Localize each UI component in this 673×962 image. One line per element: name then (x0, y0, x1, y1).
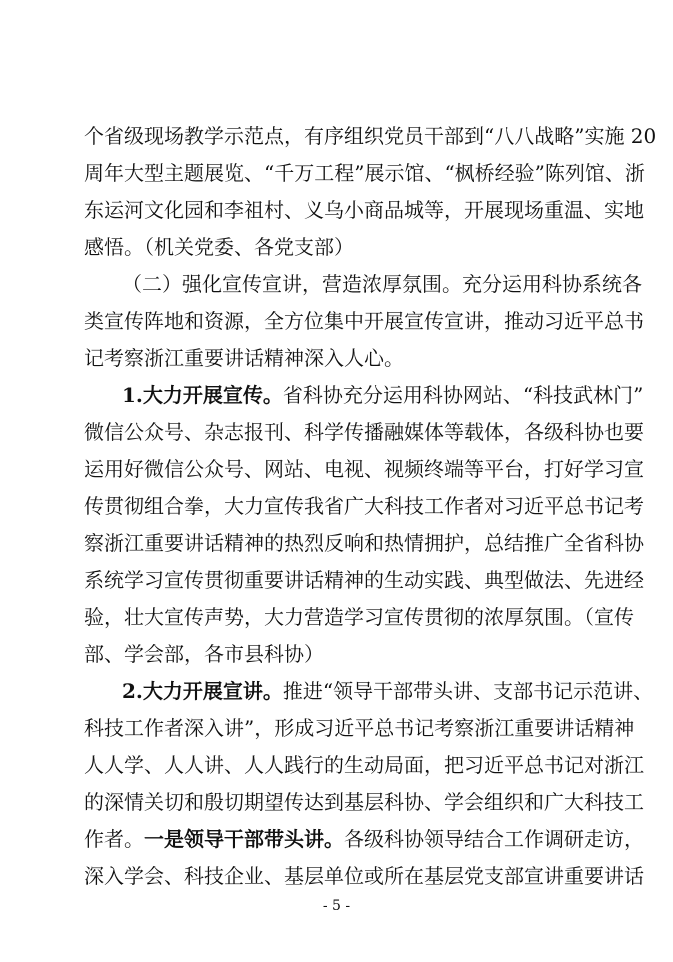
text-line (84, 858, 644, 895)
body-text: 的深情关切和殷切期望传达到基层科协、学会组织和广大科技工 (84, 790, 644, 814)
bold-heading-text: 一是领导干部带头讲。 (144, 827, 344, 851)
body-text: 科技工作者深入讲”，形成习近平总书记考察浙江重要讲话精神 (84, 716, 635, 740)
text-line (84, 155, 645, 192)
body-text: 系统学习宣传贯彻重要讲话精神的生动实践、典型做法、先进经 (84, 568, 644, 592)
body-text: 个省级现场教学示范点，有序组织党员干部到“八八战略”实施 20 (84, 124, 657, 148)
text-line (84, 747, 644, 784)
text-line (84, 784, 644, 821)
text-line (84, 710, 635, 747)
text-line (84, 229, 590, 266)
body-text: 周年大型主题展览、“千万工程”展示馆、“枫桥经验”陈列馆、浙 (84, 161, 645, 185)
text-line (84, 414, 644, 451)
body-text: 作者。 (84, 827, 144, 851)
text-line (84, 599, 634, 636)
text-line (84, 636, 590, 673)
body-text: 运用好微信公众号、网站、电视、视频终端等平台，打好学习宣 (84, 457, 644, 481)
body-text: 各级科协领导结合工作调研走访， (344, 827, 644, 851)
text-line (84, 118, 657, 155)
body-text: （二）强化宣传宣讲，营造浓厚氛围。充分运用科协系统各 (122, 272, 642, 296)
text-line (84, 340, 590, 377)
body-text: 深入学会、科技企业、基层单位或所在基层党支部宣讲重要讲话 (84, 864, 644, 888)
body-text: 推进“领导干部带头讲、支部书记示范讲、 (282, 679, 654, 703)
text-line (84, 377, 644, 414)
body-text: 东运河文化园和李祖村、义乌小商品城等，开展现场重温、实地 (84, 198, 644, 222)
body-text: 传贯彻组合拳，大力宣传我省广大科技工作者对习近平总书记考 (84, 494, 644, 518)
text-line (84, 266, 642, 303)
body-text: 记考察浙江重要讲话精神深入人心。 (84, 346, 404, 370)
body-text: 部、学会部，各市县科协） (84, 642, 324, 666)
body-text: 感悟。（机关党委、各党支部） (84, 235, 354, 259)
document-body (84, 118, 657, 895)
text-line (84, 192, 644, 229)
bold-heading-text: 1.大力开展宣传。 (122, 383, 283, 407)
body-text: 省科协充分运用科协网站、“科技武林门” (282, 383, 644, 407)
body-text: 类宣传阵地和资源，全方位集中开展宣传宣讲，推动习近平总书 (84, 309, 644, 333)
text-line (84, 673, 654, 710)
body-text: 察浙江重要讲话精神的热烈反响和热情拥护，总结推广全省科协 (84, 531, 644, 555)
body-text: 人人学、人人讲、人人践行的生动局面，把习近平总书记对浙江 (84, 753, 644, 777)
body-text: 验，壮大宣传声势，大力营造学习宣传贯彻的浓厚氛围。（宣传 (84, 605, 634, 629)
text-line (84, 525, 644, 562)
text-line (84, 562, 644, 599)
text-line (84, 821, 644, 858)
text-line (84, 488, 644, 525)
text-line (84, 451, 644, 488)
body-text: 微信公众号、杂志报刊、科学传播融媒体等载体，各级科协也要 (84, 420, 644, 444)
text-line (84, 303, 644, 340)
page-number: - 5 - (322, 898, 351, 914)
bold-heading-text: 2.大力开展宣讲。 (122, 679, 283, 703)
